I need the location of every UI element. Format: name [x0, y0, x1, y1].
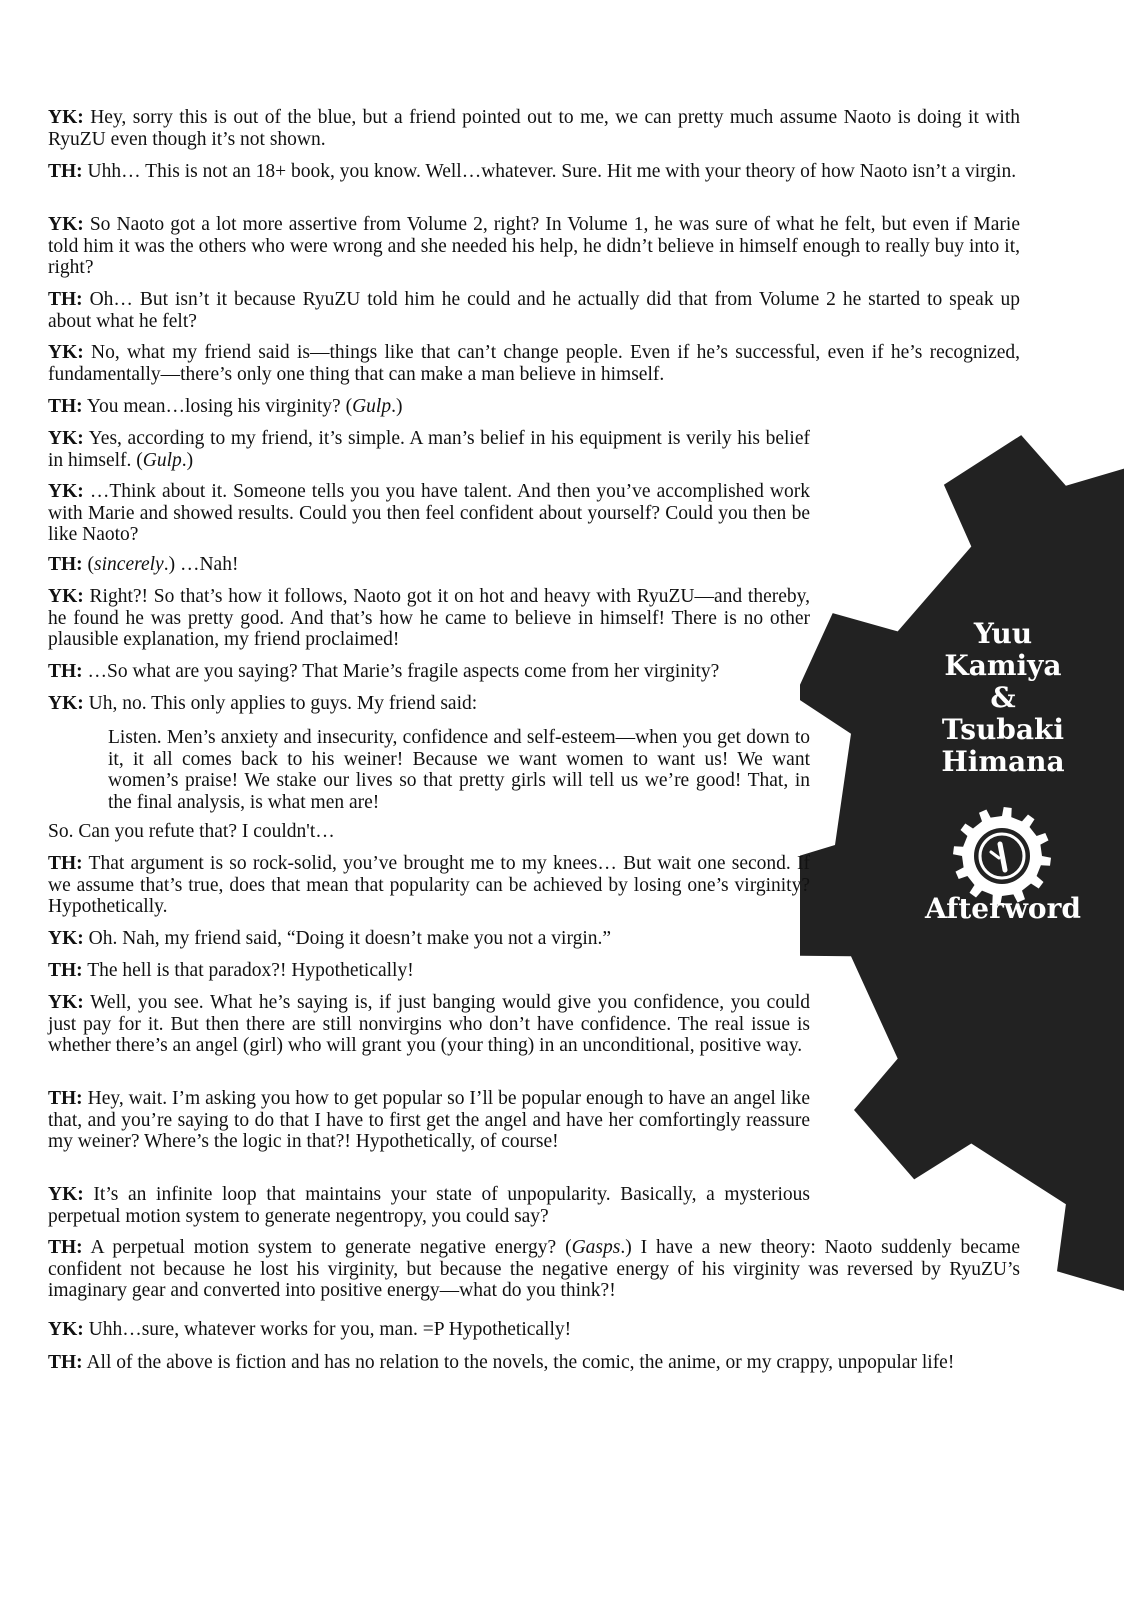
author-line: & [990, 681, 1016, 714]
dialogue-line-18: YK: Well, you see. What he’s saying is, if just banging would give you confidence, you could just pay for it. But then there are still nonvirgins who don’t have confidence. The real issue is whether there’s an angel (girl) who will grant you (your thing) in an unconditional, positive way. [48, 992, 810, 1056]
dialogue-line-21: TH: A perpetual motion system to generate negative energy? (Gasps.) I have a new theory: Naoto suddenly became confident not because he lost his virginity, but because the negative energy of his virginity was reversed by RyuZU’s imaginary gear and converted into positive energy—what do you think?! [48, 1237, 1020, 1301]
dialogue-line-23: TH: All of the above is fiction and has no relation to the novels, the comic, the anime, or my crappy, unpopular life! [48, 1352, 955, 1373]
dialogue-line-15: TH: That argument is so rock-solid, you’ve brought me to my knees… But wait one second. If we assume that’s true, does that mean that popularity can be achieved by losing one’s virginity? Hypothetically. [48, 853, 810, 917]
quoted-passage: Listen. Men’s anxiety and insecurity, confidence and self-esteem—when you get down to it, it all comes back to his weiner! Because we want women to want us! We want women’s praise! We stake our lives so that pretty girls will tell us we’re good! That, in the final analysis, is what men are! [108, 727, 810, 813]
dialogue-line-12: YK: Uh, no. This only applies to guys. My friend said: [48, 693, 478, 714]
dialogue-line-10: YK: Right?! So that’s how it follows, Naoto got it on hot and heavy with RyuZU—and thereby, he found he was pretty good. And that’s how he came to believe in himself! There is no other plausible explanation, my friend proclaimed! [48, 586, 810, 650]
author-line: Yuu [973, 617, 1033, 650]
authors-title [900, 618, 1106, 778]
author-line: Kamiya [944, 649, 1062, 682]
dialogue-line-3: YK: So Naoto got a lot more assertive from Volume 2, right? In Volume 1, he was sure of what he felt, but even if Marie told him it was the others who were wrong and she needed his help, he didn’t believe in himself enough to really buy into it, right? [48, 214, 1020, 278]
gear-clock-icon [952, 806, 1052, 906]
dialogue-line-9: TH: (sincerely.) …Nah! [48, 554, 239, 575]
author-line: Tsubaki [941, 713, 1065, 746]
dialogue-line-7: YK: Yes, according to my friend, it’s simple. A man’s belief in his equipment is verily his belief in himself. (Gulp.) [48, 428, 810, 471]
dialogue-line-16: YK: Oh. Nah, my friend said, “Doing it doesn’t make you not a virgin.” [48, 928, 612, 949]
dialogue-line-4: TH: Oh… But isn’t it because RyuZU told him he could and he actually did that from Volume 2 he started to speak up about what he felt? [48, 289, 1020, 332]
dialogue-line-22: YK: Uhh…sure, whatever works for you, man. =P Hypothetically! [48, 1319, 572, 1340]
dialogue-line-2: TH: Uhh… This is not an 18+ book, you know. Well…whatever. Sure. Hit me with your theory of how Naoto isn’t a virgin. [48, 161, 1017, 182]
dialogue-line-20: YK: It’s an infinite loop that maintains your state of unpopularity. Basically, a mysterious perpetual motion system to generate negentropy, you could say? [48, 1184, 810, 1227]
author-line: Himana [941, 745, 1065, 778]
dialogue-line-14: So. Can you refute that? I couldn't… [48, 821, 335, 842]
dialogue-line-17: TH: The hell is that paradox?! Hypothetically! [48, 960, 414, 981]
afterword-label: Afterword [925, 892, 1081, 925]
dialogue-line-1: YK: Hey, sorry this is out of the blue, but a friend pointed out to me, we can pretty much assume Naoto is doing it with RyuZU even though it’s not shown. [48, 107, 1020, 150]
dialogue-line-11: TH: …So what are you saying? That Marie’s fragile aspects come from her virginity? [48, 661, 720, 682]
dialogue-line-6: TH: You mean…losing his virginity? (Gulp.) [48, 396, 403, 417]
dialogue-line-8: YK: …Think about it. Someone tells you you have talent. And then you’ve accomplished work with Marie and showed results. Could you then feel confident about yourself? Could you then be like Naoto? [48, 481, 810, 545]
dialogue-line-19: TH: Hey, wait. I’m asking you how to get popular so I’ll be popular enough to have an angel like that, and you’re saying to do that I have to first get the angel and have her comfortingly reassure my weiner? Where’s the logic in that?! Hypothetically, of course! [48, 1088, 810, 1152]
dialogue-line-5: YK: No, what my friend said is—things like that can’t change people. Even if he’s successful, even if he’s recognized, fundamentally—there’s only one thing that can make a man believe in himself. [48, 342, 1020, 385]
